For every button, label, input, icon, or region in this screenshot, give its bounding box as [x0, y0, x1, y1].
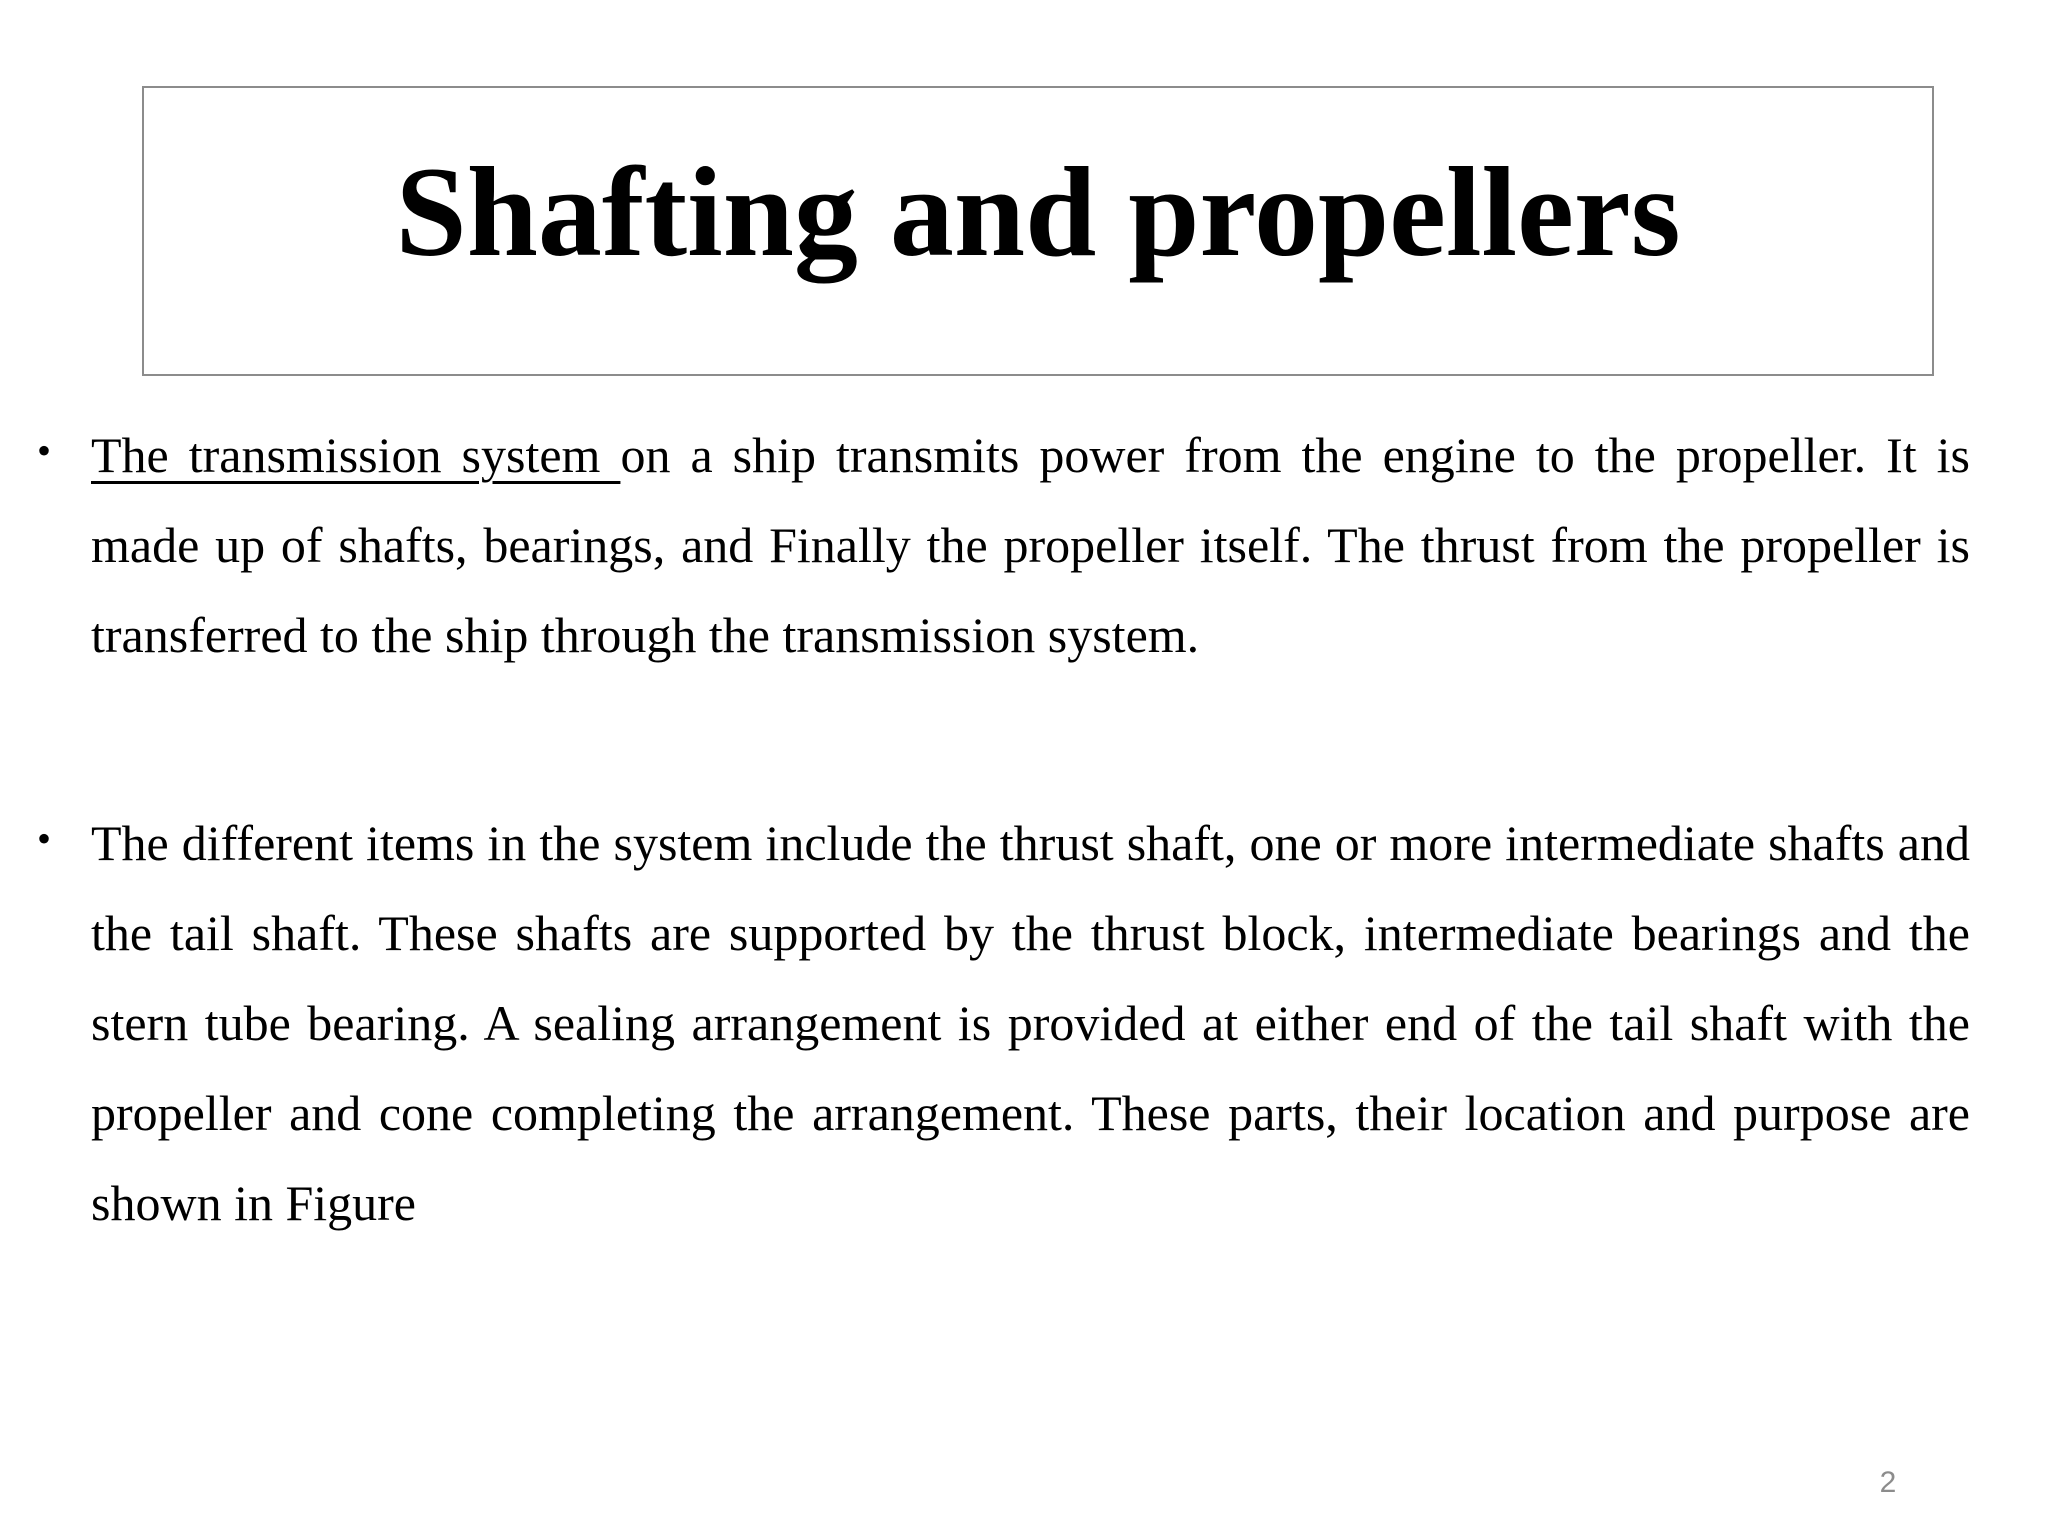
bullet-item-transmission — [37, 410, 1970, 680]
underlined-term: The transmission system — [91, 427, 621, 483]
title-box — [142, 86, 1934, 376]
bullet-marker: • — [37, 816, 52, 861]
slide-title: Shafting and propellers — [395, 141, 1681, 283]
bullet-item-system-items — [37, 798, 1970, 1248]
bullet-marker: • — [37, 428, 52, 473]
bullet-list — [0, 410, 2048, 1231]
page-number: 2 — [1879, 1466, 1897, 1499]
bullet-text: on a ship transmits power from the engine to the propeller. It is made up of shafts, bearings, and Finally the propeller itself. The thrust from the propeller is transferred to the ship through the transmission system. — [91, 427, 1970, 663]
bullet-text: The different items in the system include the thrust shaft, one or more intermediate shafts and the tail shaft. These shafts are supported by the thrust block, intermediate bearings and the stern tube bearing. A sealing arrangement is provided at either end of the tail shaft with the propeller and cone completing the arrangement. These parts, their location and purpose are shown in Figure — [91, 815, 1970, 1231]
